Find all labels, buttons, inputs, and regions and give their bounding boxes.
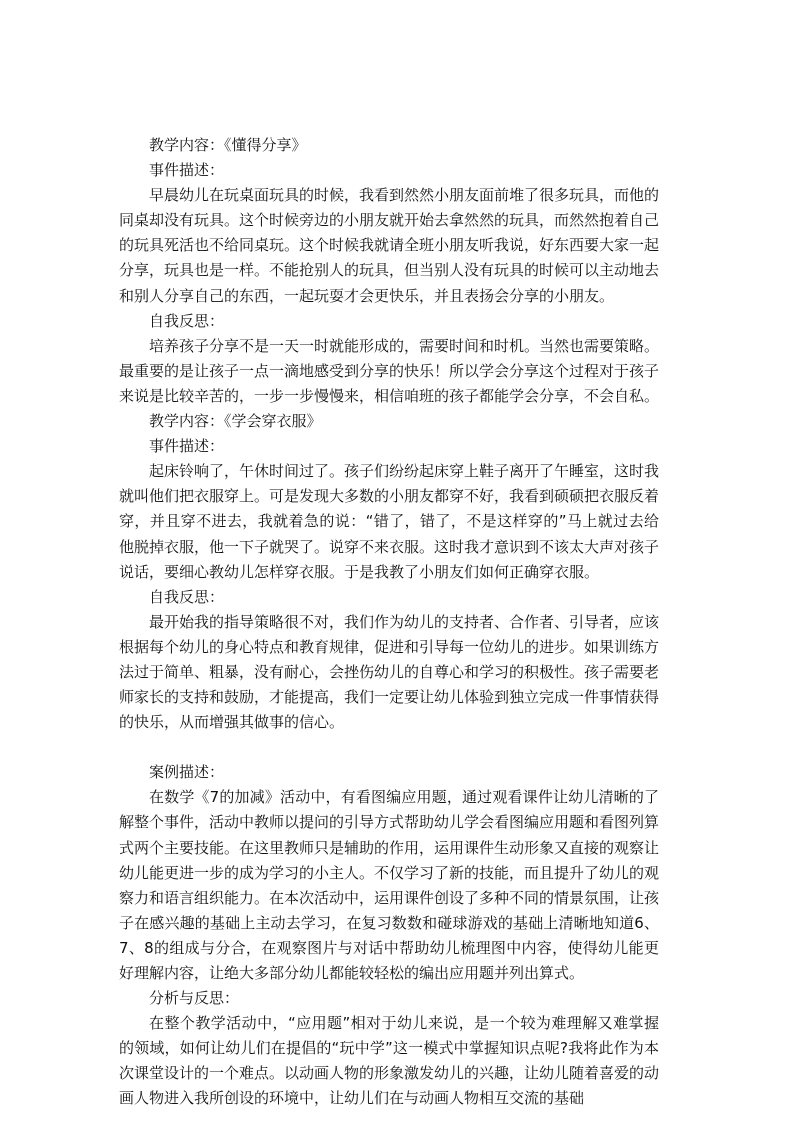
- section-title: 教学内容：《懂得分享》: [149, 136, 307, 154]
- body-paragraph: 最开始我的指导策略很不对，我们作为幼儿的支持者、合作者、引导者，应该根据每个幼儿的身心特点和教育规律，促进和引导每一位幼儿的进步。如果训练方法过于简单、粗暴，没有耐心，会挫伤幼儿的自尊心和学习的积极性。孩子需要老师家长的支持和鼓励，才能提高，我们一定要让幼儿体验到独立完成一件事情获得的快乐，从而增强其做事的信心。: [119, 612, 660, 732]
- section-heading: 自我反思：: [149, 311, 225, 330]
- section-heading: 事件描述：: [149, 161, 225, 180]
- body-paragraph: 在整个教学活动中，“应用题”相对于幼儿来说，是一个较为难理解又难掌握的领域，如何让幼儿们在提倡的“玩中学”这一模式中掌握知识点呢?我将此作为本次课堂设计的一个难点。以动画人物的形象激发幼儿的兴趣，让幼儿随着喜爱的动画人物进入我所创设的环境中，让幼儿们在与动画人物相互交流的基础: [119, 1014, 660, 1108]
- body-paragraph: 早晨幼儿在玩桌面玩具的时候，我看到然然小朋友面前堆了很多玩具，而他的同桌却没有玩具。这个时候旁边的小朋友就开始去拿然然的玩具，而然然抱着自己的玩具死活也不给同桌玩。这个时候我就请全班小朋友听我说，好东西要大家一起分享，玩具也是一样。不能抢别人的玩具，但当别人没有玩具的时候可以主动地去和别人分享自己的东西，一起玩耍才会更快乐，并且表扬会分享的小朋友。: [119, 186, 660, 305]
- body-paragraph: 培养孩子分享不是一天一时就能形成的，需要时间和时机。当然也需要策略。最重要的是让孩子一点一滴地感受到分享的快乐！所以学会分享这个过程对于孩子来说是比较辛苦的，一步一步慢慢来，相信咱班的孩子都能学会分享，不会自私。: [119, 336, 660, 405]
- section-heading: 自我反思：: [149, 587, 225, 606]
- blank-line: [119, 735, 659, 760]
- body-paragraph: 在数学《7的加减》活动中，有看图编应用题，通过观看课件让幼儿清晰的了解整个事件，活动中教师以提问的引导方式帮助幼儿学会看图编应用题和看图列算式两个主要技能。在这里教师只是辅助的作用，运用课件生动形象又直接的观察让幼儿能更进一步的成为学习的小主人。不仅学习了新的技能，而且提升了幼儿的观察力和语言组织能力。在本次活动中，运用课件创设了多种不同的情景氛围，让孩子在感兴趣的基础上主动去学习，在复习数数和碰球游戏的基础上清晰地知道6、7、8的组成与分合，在观察图片与对话中帮助幼儿梳理图中内容，使得幼儿能更好理解内容，让绝大多部分幼儿都能较轻松的编出应用题并列出算式。: [119, 788, 660, 982]
- section-heading: 事件描述：: [149, 437, 225, 456]
- body-paragraph: 起床铃响了，午休时间过了。孩子们纷纷起床穿上鞋子离开了午睡室，这时我就叫他们把衣服穿上。可是发现大多数的小朋友都穿不好，我看到硕硕把衣服反着穿，并且穿不进去，我就着急的说：“错了，错了，不是这样穿的”马上就过去给他脱掉衣服，他一下子就哭了。说穿不来衣服。这时我才意识到不该太大声对孩子说话，要细心教幼儿怎样穿衣服。于是我教了小朋友们如何正确穿衣服。: [119, 462, 660, 581]
- section-heading: 分析与反思：: [149, 989, 240, 1008]
- document-body: [119, 133, 659, 1112]
- section-heading: 案例描述：: [149, 763, 225, 782]
- section-title: 教学内容：《学会穿衣服》: [149, 412, 322, 431]
